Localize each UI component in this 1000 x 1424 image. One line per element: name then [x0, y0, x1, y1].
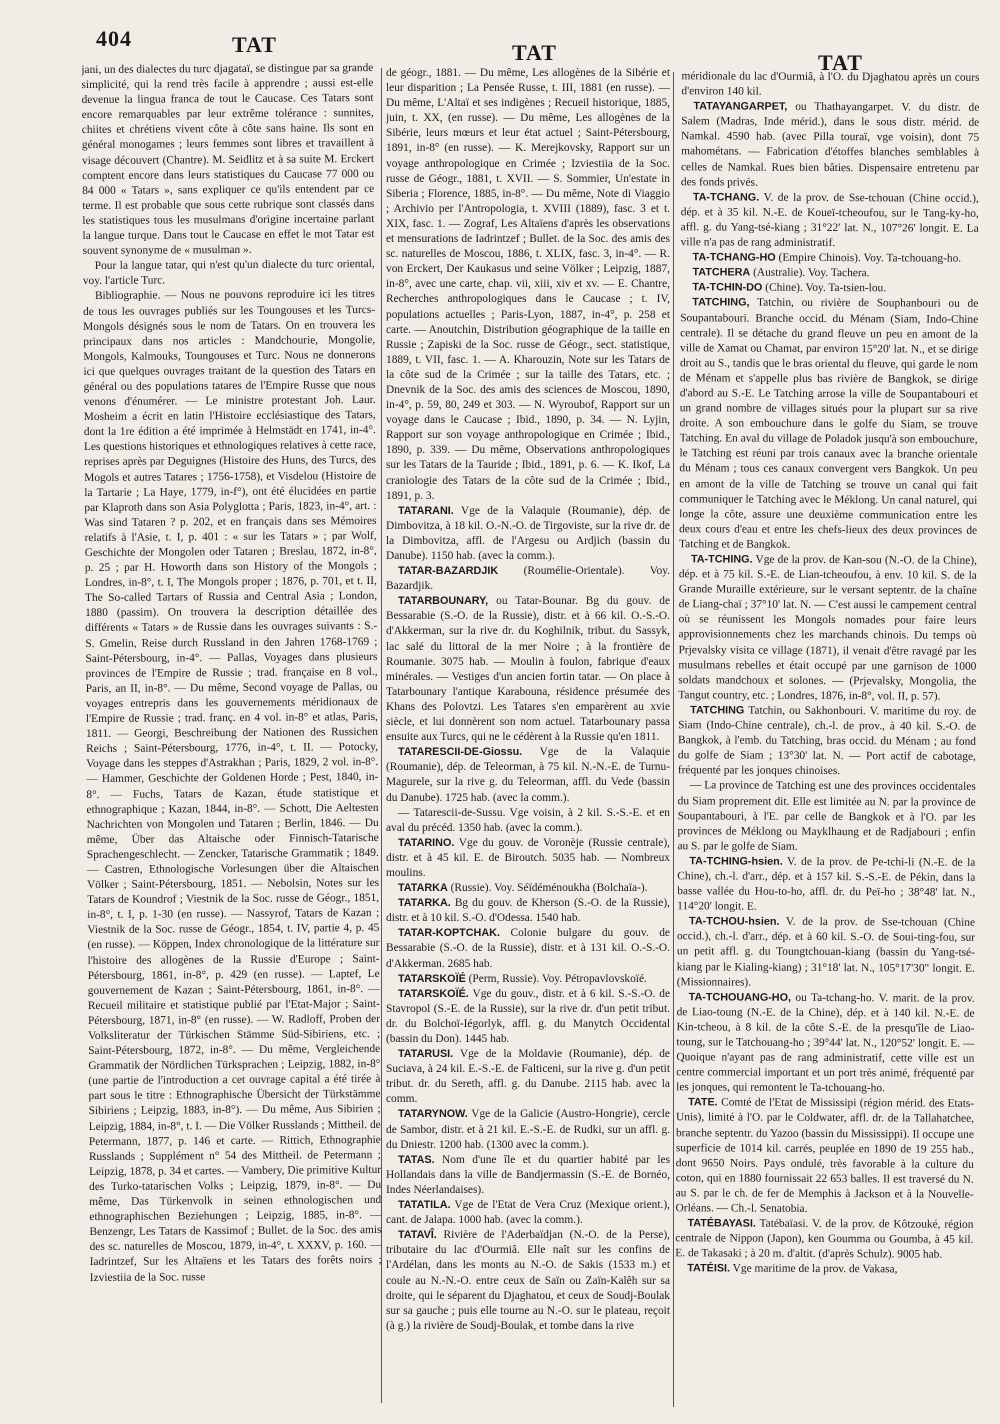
entry — [680, 250, 978, 267]
running-header — [0, 20, 1000, 75]
entry-text: V. de la prov. de Sse-tchouan (Chine occid.), dép. et à 35 kil. N.-E. de Koueï-tcheoufou, sur le Tang-ky-ho, affl. g. du Yang-tsé-kiang ; 31°22' lat. N., 107°26' longit. E. La ville n'a pas de rang administratif. — [680, 191, 979, 250]
entry — [675, 1262, 973, 1279]
entry — [386, 1107, 670, 1152]
entry-text: Vge de la Valaquie (Roumanie), dép. de Dimbovitza, à 18 kil. O.-N.-O. de Tirgoviste, sur la rive dr. de la Dimbovitza, affl. de l'Argesu ou Ardjich (bassin du Danube). 1150 hab. (avec la comm.). — [386, 504, 670, 562]
entry — [386, 504, 670, 564]
entry-text: Vge de la Moldavie (Roumanie), dép. de Suciava, à 24 kil. E.-S.-E. de Falticeni, sur la rive g. d'un petit tribut. dr. du Sereth, affl. g. du Danube. 2115 hab. avec la comm. — [386, 1048, 670, 1106]
column-1 — [81, 61, 382, 1409]
entry — [680, 281, 978, 298]
entry-headword: TATÉISI. — [687, 1262, 731, 1275]
entry-headword: TATATILA. — [398, 1199, 451, 1212]
entry-headword: TATAVÎ. — [398, 1229, 437, 1242]
entry-headword: TA-TCHOU-hsien. — [689, 915, 780, 929]
column-2 — [386, 66, 670, 1412]
entry-headword: TA-TCHANG. — [692, 191, 760, 204]
entry-text: Bg du gouv. de Kherson (S.-O. de la Russie), distr. et à 10 kil. S.-O. d'Odessa. 1540 hab. — [386, 897, 670, 925]
entry-text: (Russie). Voy. Séïdéménoukha (Bolchaïa-). — [447, 882, 648, 895]
running-head-center: TAT — [512, 40, 557, 65]
entry-text: V. de la prov. de Pe-tchi-li (N.-E. de la Chine), ch.-l. d'arr., dép. et à 157 kil. S.-S.-E. de Pékin, dans la basse vallée du Hou-to-ho, affl. dr. du Peï-ho ; 38°48' lat. N., 114°20' longit. E. — [677, 855, 976, 913]
entry-text: V. de la prov. de Sse-tchouan (Chine occid.), ch.-l. d'arr., dép. et à 60 kil. S.-O. de Soui-ting-fou, sur un petit affl. g. du Toungtchouan-kiang (bassin du Yang-tsé-kiang par le Kialing-kiang) ; 31°18' lat. N., 105°17'30" longit. E. (Missionnaires). — [676, 916, 976, 989]
entry-text: (Roumélie-Orientale). Voy. Bazardjik. — [386, 565, 670, 593]
entry — [386, 836, 670, 881]
entry-headword: TATAS. — [398, 1153, 435, 1166]
entry-text: Colonie bulgare du gouv. de Bessarabie (S.-O. de la Russie), distr. et à 131 kil. O.-S.-O. d'Akkerman. 2685 hab. — [386, 927, 670, 970]
entry — [679, 296, 978, 554]
entry: — Tatarescii-de-Sussu. Vge voisin, à 2 kil. S.-S.-E. et en aval du précéd. 1350 hab. (avec la comm.). — [386, 806, 670, 834]
entry — [386, 564, 670, 594]
bibliography-paragraph: Bibliographie. — Nous ne pouvons reproduire ici les titres de tous les ouvrages publiés sur les Toungouses et les Turcs-Mongols désignés sous le nom de Tatars. On en trouvera les principaux dans nos articles : Mandchourie, Mongolie, Mongols, Kalmouks, Toungouses et Turc. Nous ne donnerons ici que quelques ouvrages traitant de la question des Tatars en général ou des populations tatares de l'Empire Russe que nous venons d'énumérer. — Le ministre protestant Joh. Laur. Mosheim a écrit en latin l'Histoire ecclésiastique des Tatars, dont la 1re édition a été imprimée à Helmstädt en 1741, in-4°. Les questions historiques et ethnologiques relatives à cette race, reprises après par Deguignes (Histoire des Huns, des Turcs, des Mogols et autres Tatares ; 1756-1758), et Visdelou (Histoire de la Tartarie ; La Haye, 1779, in-f°), ont été élucidées en partie par Klaproth dans son Asia Polyglotta ; Paris, 1823, in-4°, art. : Was sind Tataren ? p. 202, et en français dans ses Mémoires relatifs à l'Asie, t. I, p. 401 : « sur les Tatars » ; par Wolf, Geschichte der Mongolen oder Tataren ; Breslau, 1872, in-8°, p. 25 ; par H. Howorth dans son History of the Mongols ; Londres, in-8°, t. I, The Mongols proper ; 1876, p. 701, et t. II, The So-called Tartars of Russia and Central Asia ; London, 1880 (passim). On trouvera la description détaillée des différents « Tatars » de Russie dans les ouvrages suivants : S.-S. Gmelin, Reise durch Russland in den Jahren 1768-1769 ; Saint-Pétersbourg, in-4°. — Pallas, Voyages dans plusieurs provinces de l'Empire de Russie ; trad. française en 8 vol., Paris, an II, in-8°. — Du même, Second voyage de Pallas, ou voyages entrepris dans les gouvernements méridionaux de l'Empire de Russie ; trad. franç. en 4 vol. in-8° et atlas, Paris, 1811. — Georgi, Beschreibung der Nationen des Russichen Reichs ; Saint-Pétersbourg, 1776, in-4°, t. II. — Potocky, Voyage dans les steppes d'Astrakhan ; Paris, 1829, 2 vol. in-8°. — Hammer, Geschichte der Goldenen Horde ; Pest, 1840, in-8°. — Fuchs, Tatars de Kazan, étude statistique et ethnographique ; Kazan, 1844, in-8°. — Schott, Die Aeltesten Nachrichten von Mongolen und Tataren ; Berlin, 1846. — Du même, Über das Altaische oder Finnisch-Tatarische Sprachengeschlecht. — Zencker, Tatarische Grammatik ; 1849. — Castren, Ethnologische Vorlesungen über die Altaischen Völker ; Saint-Pétersbourg, 1851. — Nebolsin, Notes sur les Tatars de Koundrof ; Viestnik de la Soc. russe de Géogr., 1851, in-8°, t. I, p. 1-30 (en russe). — Nassyrof, Tatars de Kazan ; Viestnik de la Soc. russe de Géogr., 1854, t. IV, partie 4, p. 45 (en russe). — Köppen, Index chronologique de la littérature sur l'histoire des allogènes de la Russie d'Europe ; Saint-Pétersbourg, 1861, in-8°, p. 429 (en russe). — Laptef, Le gouvernement de Kazan ; Saint-Pétersbourg, 1861, in-8°. — Recueil militaire et statistique publié par l'Etat-Major ; Saint-Pétersbourg, 1871, in-8° (en russe). — W. Radloff, Proben der Volksliteratur der Türkischen Stämme Süd-Sibiriens, etc. ; Saint-Pétersbourg, 1872, in-8°. — Du même, Vergleichende Grammatik der Nördlichen Türksprachen ; Leipzig, 1882, in-8° (une partie de l'introduction a cet ouvrage capital a été tirée à part sous le titre : Ethnographische Übersicht der Türkstämme Sibiriens ; Leipzig, 1883, in-8°). — Du même, Aus Sibirien ; Leipzig, 1884, in-8°, t. I. — Die Völker Russlands ; Mittheil. de Petermann, 1877, p. 146 et carte. — Rittich, Ethnographie Russlands ; Supplément n° 54 des Mittheil. de Petermann ; Leipzig, 1878, p. 34 et cartes. — Vambery, Die primitive Kultur des Turko-tatarischen Volks ; Leipzig, 1879, in-8°. — Du même, Das Türkenvolk in seinen ethnologischen und ethnographischen Beziehungen ; Leipzig, 1885, in-8°. — Benzengr, Les Tatars de Kassimof ; Bullet. de la Soc. des amis des sc. naturelles de Moscou, 1879, in-4°, t. XXXV, p. 160. — Iadrintzef, Sur les Altaïens et les Tatars des forêts noirs ; Izviestiia de la Soc. russe — [82, 288, 382, 1284]
entry-text: Vge maritime de la prov. de Vakasa, — [730, 1262, 898, 1276]
entry-headword: TATCHING, — [692, 296, 750, 309]
entry-headword: TATARINO. — [398, 836, 455, 849]
entry — [675, 1216, 973, 1263]
entry-headword: TATAYANGARPET, — [693, 100, 788, 113]
entry — [386, 1228, 670, 1334]
entry-headword: TATARYNOW. — [398, 1108, 468, 1121]
entry — [386, 926, 670, 971]
entry — [678, 552, 977, 704]
entry-headword: TATARKA. — [398, 897, 451, 910]
entry-text: Vge du gouv. de Voronèje (Russie centrale), distr. et à 45 kil. E. de Biroutch. 5035 hab. — Nombreux moulins. — [386, 836, 670, 879]
entry-text: Vge de la prov. de Kan-sou (N.-O. de la Chine), dép. et à 75 kil. S.-E. de Lian-tcheoufou, à env. 10 kil. S. de la Grande Muraille extérieure, sur le versant septentr. de la chaîne de Liang-chaï ; 37°10' lat. N. — C'est aussi le campement central où se réunissent les Mongols nomades pour faire leurs approvisionnements chez les marchands chinois. Du temps où Prjevalsky visita ce village (1871), il venait d'être ravagé par les musulmans rebelles et était occupé par une garnison de 1000 soldats mandchoux et solones. — (Prjevalsky, Mongolia, the Tangut country, etc. ; Londres, 1876, in-8°, vol. II, p. 57). — [678, 553, 977, 703]
page-number: 404 — [96, 26, 132, 51]
entry — [386, 881, 670, 896]
entry — [386, 1153, 670, 1198]
entry — [386, 896, 670, 926]
entry-headword: TATARUSI. — [398, 1048, 454, 1061]
entry-headword: TA-TCHING-hsien. — [689, 855, 783, 868]
entry — [386, 1198, 670, 1228]
entry-text: Nom d'une île et du quartier habité par les Hollandais dans la ville de Bandjermassin (S.-E. de Bornéo, Indes Néerlandaises). — [386, 1153, 670, 1196]
entry — [677, 914, 975, 991]
entry — [681, 99, 979, 191]
entry-text: ou Thathayangarpet. V. du distr. de Salem (Madras, Inde mérid.), dans le sous distr. mérid. de Namkal. 4590 hab. (avec Pilla touraï, vge voisin), dont 75 mahométans. — Fabrication d'étoffes blanches semblables à celles de Namkal. Rues bien bâties. Dispensaire entretenu par des fonds privés. — [680, 100, 980, 189]
entry-headword: TATAR-KOPTCHAK. — [398, 927, 500, 940]
paragraph: méridionale du lac d'Ourmiâ, à l'O. du Djaghatou après un cours d'environ 140 kil. — [681, 70, 980, 98]
entry-text: Vge de la Valaquie (Roumanie), dép. de Teleorman, à 75 kil. N.-N.-E. de Turnu-Magurele, sur la rive g. du Teleorman, affl. du Vede (bassin du Danube). 1725 hab. (avec la comm.). — [386, 746, 670, 804]
entry-headword: TATCHERA — [692, 266, 751, 279]
entry-text: Tatchin, ou rivière de Souphanbouri ou de Soupantabouri. Branche occid. du Ménam (Siam, Indo-Chine centrale). Il se détache du grand fleuve un peu en amont de la ville de Xamat ou Chamat, par environ 15°20' lat. N., et se dirige droit au S., tandis que le bras oriental du fleuve, qui garde le nom de Ménam et s'appelle plus bas rivière de Bangkok, se dirige d'abord au S.-E. Le Tatching arrose la ville de Soupantabouri et un grand nombre de villages situés pour la plupart sur sa rive droite. A son embouchure dans le golfe du Siam, se trouve Tatching. En aval du village de Poladok jusqu'à son embouchure, le Tatching est réuni par trois canaux avec la branche orientale du Ménam ; tous ces canaux convergent vers Bangkok. Un peu en amont de la ville de Tatching se trouve un canal qui fait communiquer le Tatching avec le Méklong. Un canal naturel, qui longe la côte, assure une deuxième communication entre les deux cours d'eau et entre les chefs-lieux des deux provinces de Tatching et de Bangkok. — [679, 296, 979, 551]
entry-headword: TATAR-BAZARDJIK — [398, 565, 499, 578]
entry-headword: TATE. — [688, 1096, 718, 1109]
entry-headword: TA-TCHIN-DO — [692, 281, 763, 294]
entry-headword: TATARKA — [398, 882, 448, 895]
column-3 — [674, 69, 979, 1417]
entry: — La province de Tatching est une des provinces occidentales du Siam proprement dit. Elle est limitée au N. par la province de Soupantabouri, à l'E. par celle de Bangkok et à l'O. par les provinces de Méklong ou Mayklhaung et de Radjabouri ; enfin au S. par le golfe de Siam. — [677, 779, 976, 853]
entry-headword: TATÉBAYASI. — [687, 1217, 756, 1230]
entry — [678, 703, 976, 780]
column-divider — [673, 72, 674, 1407]
entry-text: Rivière de l'Aderbaïdjan (N.-O. de la Perse), tributaire du lac d'Ourmiâ. Elle naît sur les confins de l'Ardélan, dans les monts au N.-O. de Sakis (1533 m.) et coule au N.-N.-O. entre ceux de Saïn ou Zaïn-Kalêh sur sa droite, qui le séparent du Djaghatou, et ceux de Soudj-Boulak sur sa gauche ; puis elle tourne au N.-O. sur le plateau, reçoit (à g.) la rivière de Soudj-Boulak, et tombe dans la rive — [386, 1229, 670, 1332]
entry-text: (Perm, Russie). Voy. Pétropavlovskoïé. — [465, 972, 647, 985]
entry — [681, 190, 979, 252]
running-head-right: TAT — [818, 50, 863, 75]
entry-headword: TATARSKOÏÉ. — [398, 987, 469, 1000]
entry — [386, 745, 670, 805]
paragraph: de géogr., 1881. — Du même, Les allogènes de la Sibérie et leur disparition ; La Pensée Russe, t. III, 1881 (en russe). — Du même, L'Altaï et ses indigènes ; Recueil historique, 1885, juin, t. XX, (en russe). — Du même, Les allogènes de la Sibérie, leurs mœurs et leur état actuel ; Saint-Pétersbourg, 1891, in-8° (en russe). — K. Merejkovsky, Rapport sur un voyage anthropologique en Crimée ; Izviestiia de la Soc. russe de Géogr., 1881, t. XVII. — S. Sommier, Un'estate in Siberia ; Florence, 1885, in-8°. — Du même, Note di Viaggio ; Archivio per l'Antropologia, t. XVIII (1889), fasc. 3 et t. XIX, fasc. 1. — Zograf, Les Altaïens d'après les observations et mensurations de Iadrintzef ; Bullet. de la Soc. des amis des sc. naturelles de Moscou, 1886, t. XLIX, fasc. 3, in-4°. — R. von Erckert, Der Kaukasus und seine Völker ; Leipzig, 1887, in-8°, avec une carte, chap. vii, xiii, xiv et xv. — E. Chantre, Recherches anthropologiques dans le Caucase ; t. IV, populations actuelles ; Paris-Lyon, 1887, in-4°, p. 258 et carte. — Anoutchin, Distribution géographique de la taille en Russie ; Zapiski de la Soc. russe de Géogr., sect. statistique, 1889, t. VII, fasc. 1. — A. Kharouzin, Note sur les Tatars de la côte sud de la Crimée ; sur la taille des Tatars, etc. ; Dnevnik de la Soc. des amis des sciences de Moscou, 1890, in-4°, p. 59, 80, 249 et 303. — N. Wyroubof, Rapport sur un voyage dans le Caucase ; Ibid., 1890, p. 34. — N. Lyjin, Rapport sur son voyage anthropologique en Crimée ; Ibid., 1890, p. 339. — Du même, Observations anthropologiques sur les Tatars de la Tauride ; Ibid., 1891, p. 6. — K. Ikof, La craniologie des Tatars de la côte sud de la Crimée ; Ibid., 1891, p. 3. — [386, 67, 670, 502]
entry-headword: TA-TCHOUANG-HO, — [688, 990, 792, 1004]
paragraph: jani, un des dialectes du turc djagataï, se distingue par sa grande simplicité, qui la rend très facile à apprendre ; aussi est-elle devenue la lingua franca de tout le Caucase. Ces Tatars sont encore remarquables par leur extrême tolérance : sunnites, chiites et chrétiens vivent côte à côte sans haine. Ils sont en général monogames ; leurs femmes sont libres et travaillent à visage découvert (Chantre). M. Seidlitz et à sa suite M. Erckert comptent encore dans leurs statistiques du Caucase 77 000 ou 84 000 « Tatars », sans expliquer ce qu'ils entendent par ce terme. Il est probable que sous cette rubrique sont classés dans les statistiques tous les musulmans d'origine incertaine parlant la langue turque. Dans tout le Caucase en effet le mot Tatar est souvent synonyme de « musulman ». — [81, 61, 375, 258]
entry-text: (Australie). Voy. Tachera. — [750, 266, 870, 280]
entry — [680, 265, 978, 282]
entry — [676, 1096, 975, 1218]
entry-headword: TATARESCII-DE-Giossu. — [398, 746, 523, 759]
entry — [386, 1047, 670, 1107]
running-head-left: TAT — [232, 32, 277, 57]
entry-text: Tatébaïasi. V. de la prov. de Kôtzouké, région centrale de Nippon (Japon), ken Goumma ou Goumba, à 45 kil. E. de Takasaki ; à 20 m. d'altit. (d'après Schulz). 9005 hab. — [675, 1217, 974, 1261]
entry-headword: TA-TCHING. — [690, 553, 753, 566]
paragraph: Pour la langue tatar, qui n'est qu'un dialecte du turc oriental, voy. l'article Turc. — [82, 258, 375, 288]
entry-text: Vge du gouv., distr. et à 6 kil. S.-S.-O. de Stavropol (S.-E. de la Russie), sur la rive dr. d'un petit tribut. dr. du Bolchoï-Iégorlyk, affl. g. du Manytch Occidental (bassin du Don). 1445 hab. — [386, 987, 670, 1045]
entry — [386, 594, 670, 745]
entry-headword: TA-TCHANG-HO — [692, 251, 776, 264]
entry-headword: TATARSKOÏÉ — [398, 972, 466, 985]
entry-headword: TATARANI. — [398, 504, 454, 517]
entry — [676, 990, 975, 1097]
entry-text: ou Tatar-Bounar. Bg du gouv. de Bessarabie (S.-O. de la Russie), distr. et à 66 kil. O.-S.-O. d'Akkerman, sur la rive dr. du Koghilnik, tribut. du Sassyk, lac salé du littoral de la mer Noire ; à la frontière de Roumanie. 3075 hab. — Moulin à foulon, fabrique d'eaux minérales. — Vestiges d'un ancien fortin tatar. — On place à Tatarbounary l'antique Karabouna, résidence présumée des Khans des Polovtzi. Les Tatares s'en emparèrent au xvie siècle, et lui donnèrent son nom actuel. Tatarbounary passa ensuite aux Turcs, qui ne le cédèrent à la Russie qu'en 1811. — [386, 595, 670, 744]
entry-headword: TATCHING — [690, 704, 745, 717]
entry-text: (Empire Chinois). Voy. Ta-tchouang-ho. — [775, 251, 962, 265]
entry-text: Tatchin, ou Sakhonbouri. V. maritime du roy. de Siam (Indo-Chine centrale), ch.-l. de prov., à 40 kil. S.-O. de Bangkok, à l'emb. du Tatching, bras occid. du Ménam ; au fond du golfe de Siam ; 13°30' lat. N. — Port actif de cabotage, fréquenté par les jonques chinoises. — [677, 704, 977, 778]
entry-text: (Chine). Voy. Ta-tsien-lou. — [762, 281, 887, 295]
entry-text: Vge de l'Etat de Vera Cruz (Mexique orient.), cant. de Jalapa. 1000 hab. (avec la comm.). — [386, 1199, 670, 1227]
entry — [386, 972, 670, 987]
entry-text: Vge de la Galicie (Austro-Hongrie), cercle de Sambor, distr. et à 21 kil. E.-S.-E. de Rudki, sur un affl. g. du Dniestr. 1200 hab. (1300 avec la comm.). — [386, 1108, 670, 1151]
entry — [386, 987, 670, 1047]
entry-text: ou Ta-tchang-ho. V. marit. de la prov. de Liao-toung (N.-E. de la Chine), dép. et à 140 kil. N.-E. de Kin-tcheou, à 8 kil. de la côte S.-E. de la presqu'île de Liao-toung, sur le Tatchouang-ho ; 39°44' lat. N., 120°52' longit. E. — Quoique n'ayant pas de rang administratif, cette ville est un centre commercial important et un port très animé, fréquenté par les jonques, qui remontent le Ta-tchouang-ho. — [676, 991, 975, 1095]
entry-headword: TATARBOUNARY, — [398, 595, 489, 608]
entry — [677, 854, 975, 916]
entry-text: Comté de l'Etat de Mississipi (région mérid. des Etats-Unis), limité à l'O. par le Coldwater, affl. dr. de la Tallahatchee, branche septentr. du Yazoo (bassin du Mississippi). Il occupe une superficie de 1014 kil. carrés, peuplée en 1890 de 19 255 hab., dont 9650 Noirs. Pays ondulé, très favorable à la culture du coton, qui en 1880 fournissait 22 653 balles. Il est traversé du N. au S. par le ch. de fer de Memphis à Jackson et à la Nouvelle-Orléans. — Ch.-l. Senatobia. — [675, 1096, 975, 1215]
